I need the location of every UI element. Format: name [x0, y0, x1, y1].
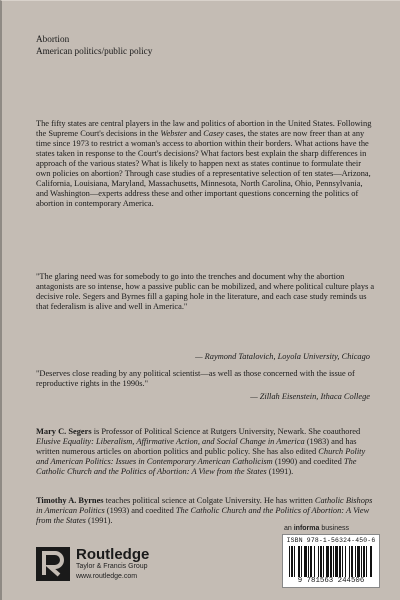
bio2-text-3: (1991). [85, 516, 113, 526]
case-webster: Webster [160, 129, 188, 139]
barcode-number: 9 781563 244506 [297, 577, 365, 585]
bio1-book-1: Elusive Equality: Liberalism, Affirmative Action, and Social Change in America [36, 437, 305, 447]
publisher-text [76, 547, 149, 581]
bio2-text-2: (1993) and coedited [104, 506, 176, 516]
review-quote-2: "Deserves close reading by any political scientist—as well as those concerned with the issue of reproductive rights in the 1990s." [36, 369, 355, 389]
publisher-block [36, 547, 149, 581]
informa-suffix: business [319, 525, 349, 532]
bio1-text-3: (1990) and coedited [272, 457, 344, 467]
review-quote-2-attribution: — Zillah Eisenstein, Ithaca College [250, 392, 370, 401]
bio1-book-2: Church Polity and American Politics: Issues in Contemporary American Catholicism [36, 447, 366, 467]
bio2-book-1: Catholic Bishops in American Politics [36, 496, 373, 516]
bio1-book-3: The Catholic Church and the Politics of Abortion: A View from the States [36, 457, 357, 477]
category-politics: American politics/public policy [36, 46, 153, 56]
description-text-2: cases, the states are now freer than at any time since 1973 to restrict a woman's access to abortion within their borders. What actions have the states taken in response to the Court's decisions? What factors best explain the sharp differences in approach of the various states? What is likely to happen next as states continue to formulate their own policies on abortion? Through case studies of a representative selection of ten states—Arizona, California, Louisiana, Maryland, Massachusetts, Minnesota, North Carolina, Ohio, Pennsylvania, and Washington—experts address these and other important questions concerning the politics of abortion in contemporary America. [36, 129, 371, 209]
publisher-name: Routledge [76, 546, 150, 563]
author-name-byrnes: Timothy A. Byrnes [36, 496, 104, 505]
publisher-website[interactable]: www.routledge.com [76, 573, 138, 580]
category-abortion: Abortion [36, 34, 70, 44]
informa-brand: informa [293, 525, 320, 532]
author-bio-byrnes [36, 496, 376, 526]
publisher-group: Taylor & Francis Group [76, 563, 148, 570]
bio1-text-1: is Professor of Political Science at Rutgers University, Newark. She coauthored [91, 427, 361, 436]
isbn-label: ISBN 978-1-56324-450-6 [286, 537, 376, 544]
bio1-text-2: (1983) and has written numerous articles on abortion politics and public policy. She has also edited [36, 437, 357, 457]
routledge-r-logo-icon [36, 547, 70, 581]
author-name-segers: Mary C. Segers [36, 427, 92, 436]
bio2-text-1: teaches political science at Colgate University. He has written [103, 496, 315, 505]
description-and: and [187, 129, 204, 139]
case-casey: Casey [203, 129, 224, 139]
bio1-text-4: (1991). [266, 467, 294, 477]
description-paragraph [36, 119, 376, 209]
author-bio-segers [36, 427, 376, 477]
review-quote-1-attribution: — Raymond Tatalovich, Loyola University, Chicago [195, 352, 370, 361]
barcode [282, 534, 380, 588]
informa-prefix: an [284, 525, 294, 532]
description-text-1: The fifty states are central players in the law and politics of abortion in the United States. Following the Supreme Court's decisions in the [36, 119, 372, 139]
bio2-book-2: The Catholic Church and the Politics of Abortion: A View from the States [36, 506, 370, 526]
barcode-bars [289, 546, 373, 577]
informa-tagline [284, 525, 349, 532]
review-quote-1: "The glaring need was for somebody to go into the trenches and document why the abortion antagonists are so intense, how a passive public can be mobilized, and where political culture plays a decisive role. Segers and Byrnes fill a gaping hole in the literature, and each case study reminds us that federalism is alive and well in America." [36, 272, 375, 312]
subject-categories [36, 33, 152, 57]
